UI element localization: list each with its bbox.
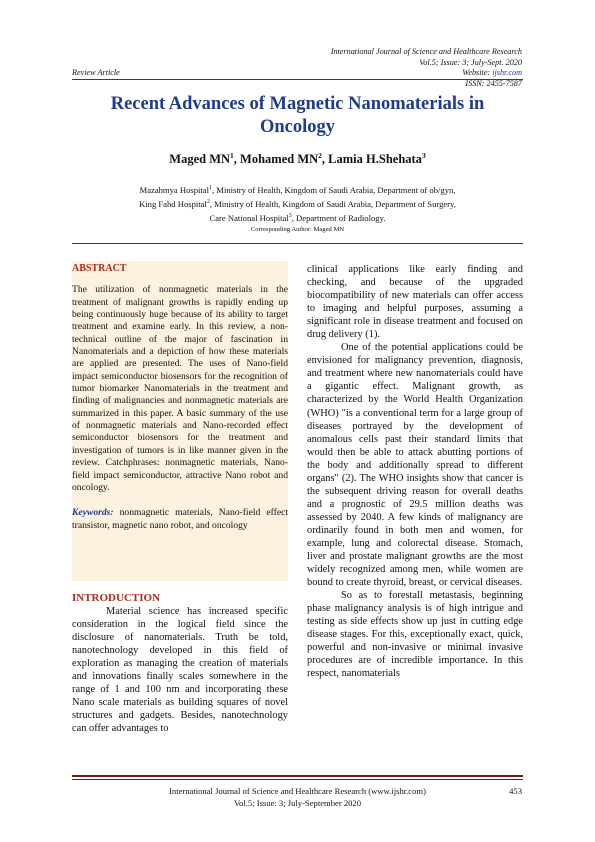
- affiliation: King Fahd Hospital$^2$, Ministry of Health, Kingdom of Saudi Arabia, Department of Surgery,: [139, 199, 456, 210]
- footer-volume: Vol.5; Issue: 3; July-September 2020: [233, 797, 362, 808]
- abstract-section: [72, 263, 288, 532]
- website-line: Website: ijshr.com: [462, 68, 522, 78]
- paragraph: clinical applications like early finding and checking, and because of the upgraded biocompatibility of new materials can offer access to imaging and helpful purposes, assuming a significant role in disease treatment and focused on drug delivery (1).: [307, 264, 523, 341]
- article-type: Review Article: [72, 68, 120, 77]
- footer-rule: [72, 775, 523, 777]
- introduction-section: [72, 592, 288, 736]
- paragraph: One of the potential applications could be envisioned for malignancy prevention, diagnosis, and treatment where new nanomaterials could have a gigantic effect. Malignant growth, as characterized by the World Health Organization (WHO) "is a conventional term for a large group of diseases portrayed by the development of anomalous cells past their standard limits that would then be able to attack abutting portions of the body and additionally spread to different organs" (2). The WHO insights show that cancer is the subsequent driving reason for overall deaths and a prognostic of 29.5 million deaths was assessed by 2040. A few kinds of malignancy are ordinarily found in both men and women, for example, lung and colorectal disease. Stomach, liver and prostate malignant growths are the most widely recognized among men, while women are bound to create thyroid, breast, or cervical diseases.: [307, 342, 523, 589]
- author: Maged $MN^1$,: [169, 151, 241, 167]
- keywords-label: Keywords:: [72, 507, 114, 519]
- affiliation: Care National Hospital$^3$, Department of Radiology.: [209, 213, 386, 224]
- journal-header: [331, 47, 522, 89]
- journal-name: International Journal of Science and Healthcare Research: [330, 47, 522, 56]
- introduction-heading: INTRODUCTION: [72, 592, 161, 604]
- author: Lamia H.Shehata$^3$: [328, 151, 426, 167]
- paragraph: So as to forestall metastasis, beginning phase malignancy analysis is of high intrigue and testing as side effects show up just in cutting edge disease stages. For this, exceptionally exact, quick, powerful and non-invasive or minimal invasive procedures are of incredible importance. In this respect, nanomaterials: [307, 590, 523, 680]
- corresponding-author: Corresponding Author: Maged MN: [250, 226, 345, 233]
- website-link[interactable]: ijshr.com: [492, 68, 522, 78]
- header-rule: [72, 79, 523, 80]
- paragraph: Material science has increased specific consideration in the logical field since the disclosure of nanomaterials. Truth be told, nanotechnology developed in this field of exploration as managing the creation of materials and innovations finally scales somewhere in the range of 1 and 100 nm and incorporating these Nano scale materials as building squares of novel structures and gadgets. Besides, nanotechnology can offer advantages to: [72, 606, 288, 735]
- affiliations: [72, 182, 523, 224]
- right-column: [307, 263, 523, 681]
- page-number: 453: [509, 786, 522, 796]
- author: Mohamed $MN^2$,: [240, 151, 329, 167]
- affiliation: Mazahmya Hospital$^1$, Ministry of Health, Kingdom of Saudi Arabia, Department of ob/gyn,: [139, 184, 456, 195]
- title-rule: [72, 243, 523, 244]
- article-title: Recent Advances of Magnetic Nanomaterials in Oncology: [110, 94, 485, 137]
- footer-rule-thin: [72, 779, 523, 780]
- author-list: [72, 151, 523, 167]
- footer-journal: International Journal of Science and Healthcare Research (www.ijshr.com): [169, 786, 426, 796]
- abstract-heading: ABSTRACT: [72, 263, 127, 274]
- abstract-text: The utilization of nonmagnetic materials in the treatment of malignant growths is rapidly ending up being continuously huge because of its ability to target treatment and examine early. In this review, a non-technical outline of the major of fascination in Nanomaterials and a depiction of how these materials are applied are presented. The uses of Nano-field impact semiconductor biosensors for the recognition of tumor biomarker Nanomaterials in the treatment and finding of malignancies and nonmagnetic materials are summarized in this paper. A basic summary of the use of nonmagnetic materials and Nano-recorded effect semiconductor biosensors for the treatment and investigation of tumors is in like manner given in the review. Catchphrases: nonmagnetic materials, Nano-field impact semiconductor, attractive Nano robot and oncology.: [72, 284, 288, 493]
- keywords: Keywords: nonmagnetic materials, Nano-field effect transistor, magnetic nano robot, and oncology: [72, 507, 288, 531]
- issn: ISSN: 2455-7587: [465, 78, 522, 88]
- volume-info: Vol.5; Issue: 3; July-Sept. 2020: [419, 57, 522, 67]
- page-footer: [72, 786, 523, 809]
